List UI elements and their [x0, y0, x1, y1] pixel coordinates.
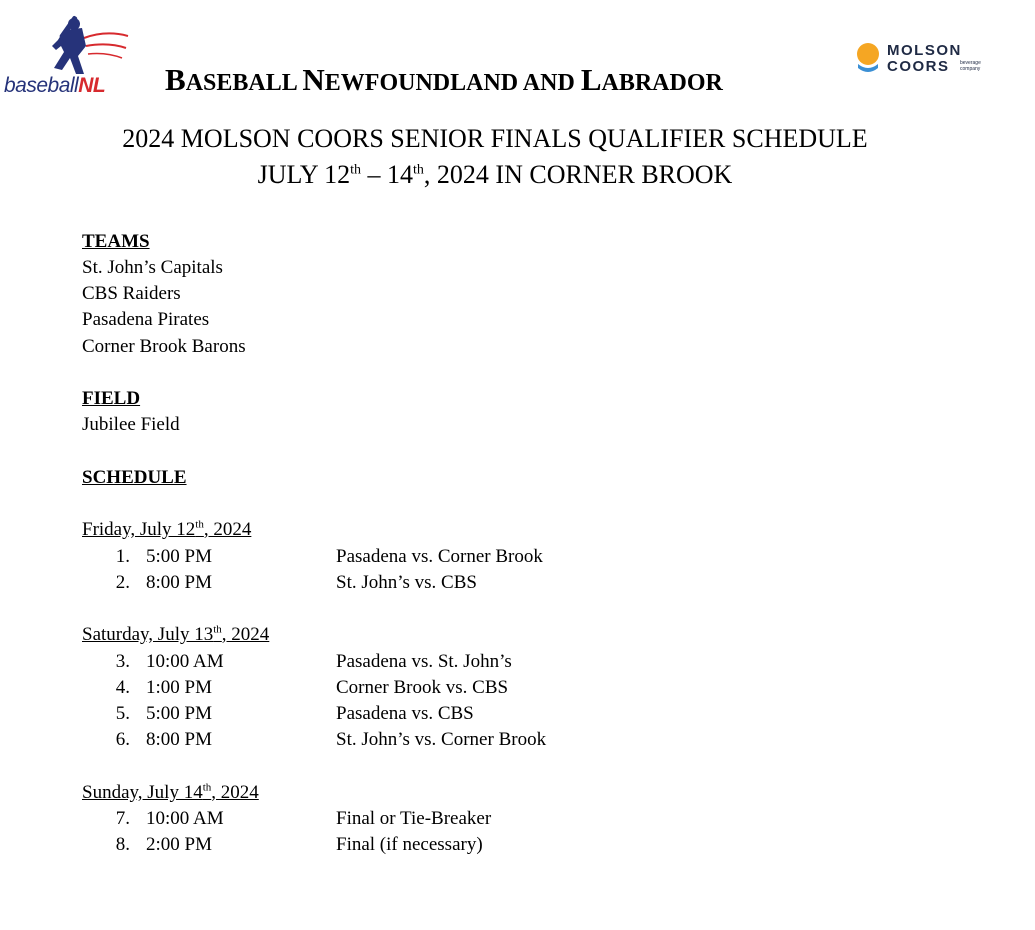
game-matchup: Pasadena vs. CBS [336, 703, 474, 724]
game-time: 10:00 AM [146, 808, 224, 829]
baseballnl-logo [4, 12, 130, 96]
team-item: Pasadena Pirates [82, 309, 210, 330]
game-time: 5:00 PM [146, 703, 212, 724]
game-time: 8:00 PM [146, 572, 212, 593]
game-matchup: Pasadena vs. Corner Brook [336, 546, 543, 567]
day-heading-sunday: Sunday, July 14th, 2024 [82, 781, 259, 803]
team-item: CBS Raiders [82, 283, 181, 304]
game-time: 5:00 PM [146, 546, 212, 567]
game-number: 3. [115, 651, 130, 672]
molson-coors-sun-icon [855, 42, 881, 76]
teams-heading: TEAMS [82, 231, 150, 252]
event-title-line2: JULY 12th – 14th, 2024 IN CORNER BROOK [257, 160, 733, 189]
game-time: 2:00 PM [146, 834, 212, 855]
team-item: St. John’s Capitals [82, 257, 223, 278]
molson-coors-logo: MOLSON COORS beverage company [855, 42, 1005, 82]
schedule-heading: SCHEDULE [82, 467, 187, 488]
game-number: 7. [115, 808, 130, 829]
game-number: 5. [115, 703, 130, 724]
game-number: 6. [115, 729, 130, 750]
day-heading-saturday: Saturday, July 13th, 2024 [82, 623, 270, 645]
game-number: 2. [115, 572, 130, 593]
game-matchup: Pasadena vs. St. John’s [336, 651, 512, 672]
organization-title: BASEBALL NEWFOUNDLAND AND LABRADOR [165, 62, 723, 97]
baseball-player-icon [44, 12, 130, 76]
game-time: 1:00 PM [146, 677, 212, 698]
game-number: 8. [115, 834, 130, 855]
game-matchup: Corner Brook vs. CBS [336, 677, 509, 698]
game-time: 10:00 AM [146, 651, 224, 672]
game-time: 8:00 PM [146, 729, 212, 750]
game-matchup: Final or Tie-Breaker [336, 808, 492, 829]
team-item: Corner Brook Barons [82, 336, 246, 357]
game-matchup: St. John’s vs. Corner Brook [336, 729, 547, 750]
game-matchup: Final (if necessary) [336, 834, 483, 855]
game-number: 4. [115, 677, 130, 698]
game-matchup: St. John’s vs. CBS [336, 572, 477, 593]
field-heading: FIELD [82, 388, 141, 409]
game-number: 1. [115, 546, 130, 567]
event-title-line1: 2024 MOLSON COORS SENIOR FINALS QUALIFIER SCHEDULE [122, 124, 868, 153]
baseballnl-wordmark: baseballNL [4, 74, 106, 97]
day-heading-friday: Friday, July 12th, 2024 [82, 518, 252, 540]
field-name: Jubilee Field [82, 414, 180, 435]
